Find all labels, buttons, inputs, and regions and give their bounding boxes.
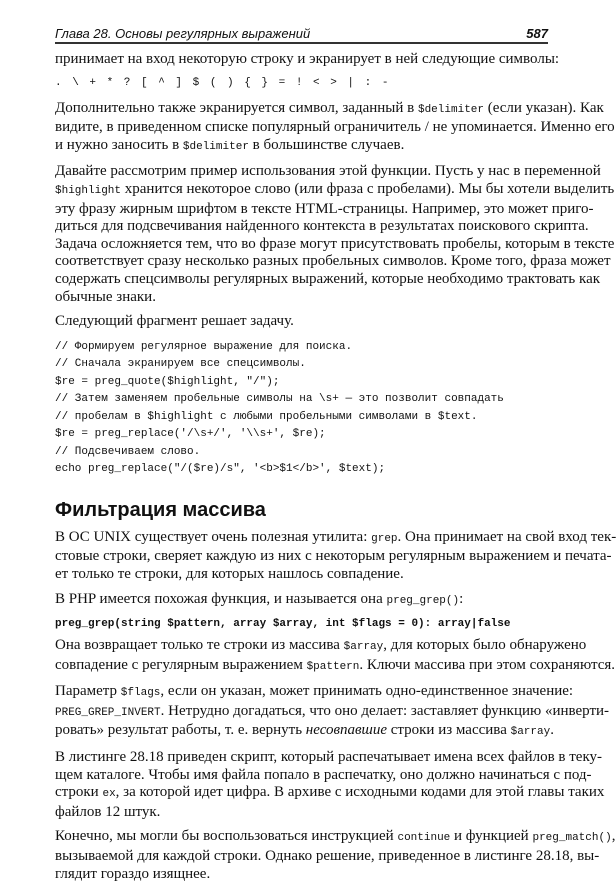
text-run: хранится некоторое слово (или фраза с пробелами). Мы бы хотели выделить	[121, 180, 615, 197]
inline-code: preg_match()	[532, 832, 612, 845]
text-run: строки из массива	[387, 722, 511, 739]
code-line: echo preg_replace("/($re)/s", '<b>$1</b>', $text);	[55, 463, 386, 476]
text-run: глядит гораздо изящнее.	[55, 865, 211, 882]
code-line: $re = preg_quote($highlight, "/");	[55, 375, 280, 388]
text-line	[55, 548, 612, 566]
text-run: видите, в приведенном списке популярный ограничитель / не упоминается. Именно его	[55, 119, 615, 136]
text-line	[55, 163, 601, 181]
text-line	[55, 722, 554, 742]
code-line: $re = preg_replace('/\s+/', '\\s+', $re);	[55, 428, 326, 441]
paragraph	[55, 163, 615, 306]
code-listing	[55, 339, 548, 479]
text-run: обычные знаки.	[55, 288, 156, 305]
paragraph	[55, 51, 560, 69]
text-line	[55, 218, 589, 236]
text-line	[55, 804, 548, 822]
text-run: эту фразу жирным шрифтом в тексте HTML-страницы. Например, это может приго-	[55, 200, 594, 217]
text-run: . Нетрудно догадаться, что оно делает: заставляет функцию «инверти-	[160, 702, 610, 719]
text-run: совпадение с регулярным выражением	[55, 656, 307, 673]
escaped-symbols: . \ + * ? [ ^ ] $ ( ) { } = ! < > | : -	[55, 76, 391, 89]
text-line	[55, 637, 587, 657]
text-run: В листинге 28.18 приведен скрипт, который распечатывает имена всех файлов в теку-	[55, 749, 603, 766]
text-line	[55, 528, 616, 549]
text-line	[55, 99, 604, 120]
emphasis: несовпавшие	[305, 722, 387, 739]
paragraph	[55, 528, 616, 584]
inline-code: $array	[343, 641, 384, 654]
paragraph	[55, 313, 548, 331]
inline-code: continue	[397, 832, 451, 845]
text-run: Давайте рассмотрим пример использования этой функции. Пусть у нас в переменной	[55, 163, 601, 180]
text-line	[55, 784, 605, 804]
book-page	[55, 24, 616, 883]
page-body	[55, 51, 616, 883]
text-run: строки	[55, 784, 103, 801]
inline-code: $delimiter	[182, 140, 249, 153]
page-number: 587	[526, 26, 548, 41]
text-run: .	[550, 722, 554, 739]
text-run: , для которых было обнаружено	[383, 637, 587, 654]
text-line	[55, 683, 574, 703]
text-run: , за которой идет цифра. В архиве с исходными кодами для этой главы таких	[115, 784, 605, 801]
inline-code: ex	[102, 788, 116, 801]
inline-code: $pattern	[306, 660, 360, 673]
text-run: :	[459, 590, 464, 607]
text-line	[55, 313, 548, 331]
text-run: диться для подсвечивания найденного контекста в результатах поискового скрипта.	[55, 218, 589, 235]
paragraph	[55, 828, 616, 883]
text-run: . Она принимает на свой вход тек-	[397, 528, 616, 545]
code-line: // Сначала экранируем все спецсимволы.	[55, 358, 306, 371]
paragraph	[55, 683, 610, 742]
paragraph	[55, 591, 548, 611]
running-header	[55, 24, 548, 44]
text-line	[55, 270, 601, 289]
text-line	[55, 566, 548, 584]
inline-code: $flags	[120, 687, 161, 700]
code-line: // Формируем регулярное выражение для поиска.	[55, 340, 353, 353]
code-line: // Подсвечиваем слово.	[55, 445, 201, 458]
text-run: ровать» результат работы, т. е. вернуть	[55, 722, 306, 739]
text-run: , если он указан, может принимать одно-единственное значение:	[160, 683, 574, 700]
text-line	[55, 591, 548, 611]
text-line	[55, 137, 548, 157]
inline-code: $delimiter	[417, 103, 484, 116]
inline-code: PREG_GREP_INVERT	[55, 706, 161, 719]
text-run: и функцией	[450, 828, 533, 845]
paragraph	[55, 99, 615, 157]
function-signature: preg_grep(string $pattern, array $array, int $flags = 0): array|false	[55, 618, 511, 631]
text-run: в большинстве случаев.	[248, 136, 405, 153]
text-line	[55, 656, 615, 677]
text-run: ,	[611, 828, 616, 845]
text-line	[55, 848, 600, 866]
text-run: стовые строки, сверяет каждую из них с некоторым регулярным выражением и печата-	[55, 548, 612, 565]
text-run: принимает на вход некоторую строку и экранирует в ней следующие символы:	[55, 51, 560, 67]
text-line	[55, 702, 610, 723]
section-heading: Фильтрация массива	[55, 498, 266, 521]
text-run: В PHP имеется похожая функция, и называется она	[55, 590, 387, 607]
paragraph	[55, 749, 605, 821]
text-line	[55, 289, 548, 307]
text-line	[55, 200, 594, 219]
text-run: Следующий фрагмент решает задачу.	[55, 313, 294, 330]
text-run: щем каталоге. Чтобы имя файла попало в распечатку, оно должно начинаться с под-	[55, 766, 592, 783]
text-line	[55, 180, 615, 201]
inline-code: $array	[510, 726, 551, 739]
text-run: содержать спецсимволы регулярных выражений, которые необходимо трактовать как	[55, 270, 601, 287]
text-line	[55, 51, 560, 69]
inline-code: grep	[371, 532, 398, 545]
inline-code: preg_grep()	[386, 594, 460, 607]
text-line	[55, 253, 611, 271]
text-run: файлов 12 штук.	[55, 803, 161, 820]
inline-code: $highlight	[55, 184, 122, 197]
text-line	[55, 766, 592, 785]
text-run: вызываемой для каждой строки. Однако решение, приведенное в листинге 28.18, вы-	[55, 848, 600, 865]
text-line	[55, 866, 548, 883]
text-run: ет только те строки, для которых нашлось совпадение.	[55, 565, 404, 582]
text-run: Она возвращает только те строки из массива	[55, 637, 344, 654]
text-line	[55, 235, 615, 254]
text-run: соответствует сразу несколько разных пробельных символов. Кроме того, фраза может	[55, 253, 611, 270]
text-run: . Ключи массива при этом сохраняются.	[359, 656, 615, 673]
chapter-title: Глава 28. Основы регулярных выражений	[55, 26, 311, 41]
text-run: (если указан). Как	[484, 99, 604, 116]
text-run: и нужно заносить в	[55, 136, 183, 153]
code-line: // пробелам в $highlight с любыми пробельными символами в $text.	[55, 410, 478, 423]
text-line	[55, 828, 616, 848]
text-run: Конечно, мы могли бы воспользоваться инструкцией	[55, 828, 398, 845]
code-line: // Затем заменяем пробельные символы на \s+ — это позволит совпадать	[55, 393, 504, 406]
text-run: Параметр	[55, 683, 121, 700]
text-run: В ОС UNIX существует очень полезная утилита:	[55, 528, 372, 545]
paragraph	[55, 637, 615, 676]
text-run: Дополнительно также экранируется символ, заданный в	[55, 99, 418, 116]
text-line	[55, 749, 603, 767]
text-run: Задача осложняется тем, что во фразе могут присутствовать пробелы, которым в тексте	[55, 235, 615, 252]
text-line	[55, 119, 615, 137]
